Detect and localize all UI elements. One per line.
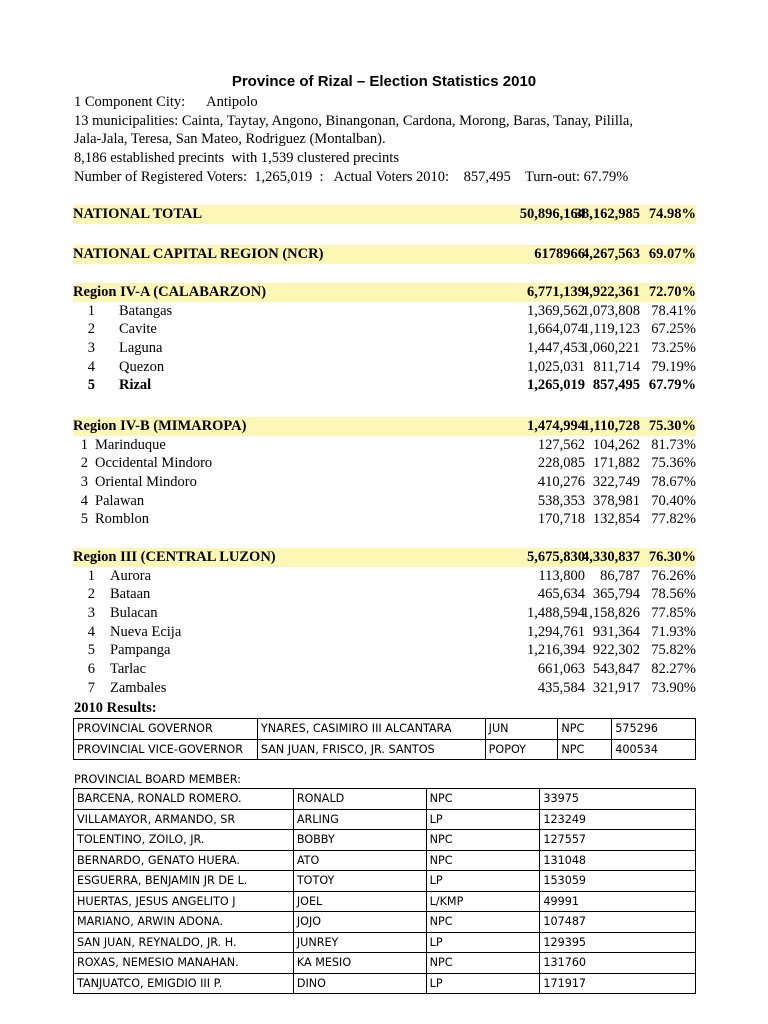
table-row (74, 932, 696, 953)
stats-header-row (73, 205, 696, 224)
results-label: 2010 Results: (74, 700, 157, 716)
turnout: 75.36% (651, 455, 696, 472)
turnout: 81.73% (651, 436, 696, 453)
table-row (74, 830, 696, 851)
province-name: Zambales (110, 679, 167, 696)
ncr-section (73, 245, 696, 264)
alias-cell: ATO (293, 850, 426, 871)
row-number: 2 (87, 586, 95, 603)
intro-line: 8,186 established precints with 1,539 clustered precints (74, 150, 399, 167)
province-row (73, 320, 696, 339)
position-cell: PROVINCIAL VICE-GOVERNOR (74, 739, 258, 760)
votes-cell: 107487 (540, 912, 696, 933)
registered-voters: 1,447,453 (527, 340, 585, 357)
actual-voters: 4,330,837 (582, 549, 640, 565)
province-name: Tarlac (110, 661, 147, 678)
table-row (74, 973, 696, 994)
candidate-name-cell: ROXAS, NEMESIO MANAHAN. (74, 953, 294, 974)
province-row (73, 454, 696, 473)
actual-voters: 171,882 (592, 455, 640, 472)
candidate-name-cell: BARCENA, RONALD ROMERO. (74, 789, 294, 810)
alias-cell: JUN (485, 719, 558, 740)
turnout: 79.19% (651, 358, 696, 375)
alias-cell: DINO (293, 973, 426, 994)
province-name: Palawan (95, 492, 145, 509)
registered-voters: 410,276 (537, 474, 585, 491)
turnout: 78.56% (651, 586, 696, 603)
province-row (73, 510, 696, 529)
table-row (74, 891, 696, 912)
row-number: 5 (80, 511, 88, 528)
actual-voters: 922,302 (592, 642, 640, 659)
page-title: Province of Rizal – Election Statistics 2010 (231, 73, 537, 90)
table-row (74, 850, 696, 871)
province-name: Oriental Mindoro (95, 474, 197, 491)
party-cell: NPC (558, 719, 612, 740)
actual-voters: 4,267,563 (582, 246, 640, 262)
intro-line: 13 municipalities: Cainta, Taytay, Angono, Binangonan, Cardona, Morong, Baras, Tanay, Pililla, (74, 112, 633, 129)
province-row (73, 492, 696, 511)
intro-line: Jala-Jala, Teresa, San Mateo, Rodriguez (Montalban). (74, 131, 386, 148)
turnout: 82.27% (651, 661, 696, 678)
province-name: Cavite (119, 321, 157, 338)
registered-voters: 1,664,074 (527, 321, 585, 338)
registered-voters: 113,800 (538, 567, 585, 584)
province-row (73, 436, 696, 455)
stats-header-row (73, 417, 696, 436)
province-name: Marinduque (95, 436, 166, 453)
party-cell: NPC (426, 850, 540, 871)
registered-voters: 170,718 (537, 511, 585, 528)
registered-voters: 6178966 (534, 246, 585, 262)
region-name: NATIONAL CAPITAL REGION (NCR) (73, 246, 324, 262)
votes-cell: 400534 (612, 739, 696, 760)
votes-cell: 153059 (540, 871, 696, 892)
candidate-name-cell: TOLENTINO, ZOILO, JR. (74, 830, 294, 851)
row-number: 3 (80, 474, 88, 491)
province-name: Romblon (95, 511, 149, 528)
registered-voters: 661,063 (537, 661, 585, 678)
turnout: 78.67% (651, 474, 696, 491)
actual-voters: 857,495 (592, 377, 640, 394)
actual-voters: 132,854 (592, 511, 640, 528)
registered-voters: 5,675,830 (527, 549, 585, 565)
alias-cell: TOTOY (293, 871, 426, 892)
votes-cell: 131048 (540, 850, 696, 871)
row-number: 3 (87, 605, 95, 622)
turnout: 77.82% (651, 511, 696, 528)
alias-cell: KA MESIO (293, 953, 426, 974)
turnout: 74.98% (648, 206, 696, 222)
province-row (73, 604, 696, 623)
turnout: 72.70% (648, 284, 696, 300)
turnout: 75.82% (651, 642, 696, 659)
candidate-name-cell: SAN JUAN, FRISCO, JR. SANTOS (257, 739, 485, 760)
candidate-name-cell: MARIANO, ARWIN ADONA. (74, 912, 294, 933)
province-name: Rizal (119, 377, 152, 394)
table-row (74, 871, 696, 892)
turnout: 67.79% (648, 377, 696, 394)
province-name: Pampanga (110, 642, 171, 659)
actual-voters: 321,917 (592, 679, 640, 696)
table-row (74, 809, 696, 830)
alias-cell: JOEL (293, 891, 426, 912)
candidate-name-cell: VILLAMAYOR, ARMANDO, SR (74, 809, 294, 830)
row-number: 1 (87, 567, 95, 584)
registered-voters: 1,025,031 (527, 358, 585, 375)
registered-voters: 1,488,594 (527, 605, 585, 622)
party-cell: NPC (558, 739, 612, 760)
actual-voters: 322,749 (592, 474, 640, 491)
row-number: 6 (87, 661, 95, 678)
region-name: Region IV-B (MIMAROPA) (73, 418, 247, 434)
registered-voters: 435,584 (537, 679, 585, 696)
party-cell: NPC (426, 912, 540, 933)
registered-voters: 1,294,761 (527, 623, 585, 640)
row-number: 1 (87, 302, 95, 319)
stats-header-row (73, 283, 696, 302)
row-number: 7 (87, 679, 95, 696)
candidate-name-cell: BERNARDO, GENATO HUERA. (74, 850, 294, 871)
votes-cell: 127557 (540, 830, 696, 851)
actual-voters: 811,714 (593, 358, 640, 375)
actual-voters: 1,110,728 (582, 418, 640, 434)
row-number: 5 (87, 377, 95, 394)
row-number: 2 (87, 321, 95, 338)
region-iii-section (73, 548, 696, 698)
turnout: 75.30% (648, 418, 696, 434)
region-name: Region IV-A (CALABARZON) (73, 284, 267, 300)
actual-voters: 1,060,221 (582, 340, 640, 357)
province-name: Laguna (119, 340, 163, 357)
party-cell: NPC (426, 830, 540, 851)
province-name: Aurora (110, 567, 152, 584)
table-row (74, 912, 696, 933)
province-row (73, 302, 696, 321)
board-member-table (73, 788, 696, 994)
votes-cell: 171917 (540, 973, 696, 994)
alias-cell: POPOY (485, 739, 558, 760)
actual-voters: 104,262 (592, 436, 640, 453)
votes-cell: 49991 (540, 891, 696, 912)
actual-voters: 1,119,123 (582, 321, 640, 338)
registered-voters: 465,634 (537, 586, 585, 603)
province-name: Nueva Ecija (110, 623, 182, 640)
region-name: NATIONAL TOTAL (73, 206, 203, 222)
party-cell: LP (426, 973, 540, 994)
region-ivb-section (73, 417, 696, 529)
national-total-section (73, 205, 696, 224)
party-cell: NPC (426, 789, 540, 810)
registered-voters: 1,216,394 (527, 642, 585, 659)
province-row (73, 660, 696, 679)
province-row (73, 641, 696, 660)
registered-voters: 127,562 (537, 436, 585, 453)
stats-header-row (73, 548, 696, 567)
province-row (73, 567, 696, 586)
turnout: 69.07% (648, 246, 696, 262)
registered-voters: 228,085 (537, 455, 585, 472)
province-name: Quezon (119, 358, 165, 375)
registered-voters: 538,353 (537, 492, 585, 509)
turnout: 67.25% (651, 321, 696, 338)
alias-cell: RONALD (293, 789, 426, 810)
votes-cell: 123249 (540, 809, 696, 830)
actual-voters: 4,922,361 (582, 284, 640, 300)
province-name: Bataan (110, 586, 151, 603)
party-cell: LP (426, 809, 540, 830)
row-number: 4 (80, 492, 88, 509)
votes-cell: 131760 (540, 953, 696, 974)
turnout: 76.30% (648, 549, 696, 565)
votes-cell: 129395 (540, 932, 696, 953)
turnout: 73.90% (651, 679, 696, 696)
alias-cell: JOJO (293, 912, 426, 933)
candidate-name-cell: SAN JUAN, REYNALDO, JR. H. (74, 932, 294, 953)
alias-cell: ARLING (293, 809, 426, 830)
row-number: 3 (87, 340, 95, 357)
stats-header-row (73, 245, 696, 264)
party-cell: LP (426, 932, 540, 953)
governor-table (73, 718, 696, 760)
actual-voters: 365,794 (592, 586, 640, 603)
candidate-name-cell: ESGUERRA, BENJAMIN JR DE L. (74, 871, 294, 892)
province-row-highlighted (73, 376, 696, 395)
province-name: Occidental Mindoro (95, 455, 213, 472)
province-name: Batangas (119, 302, 173, 319)
party-cell: NPC (426, 953, 540, 974)
actual-voters: 378,981 (592, 492, 640, 509)
table-row (74, 953, 696, 974)
turnout: 73.25% (651, 340, 696, 357)
votes-cell: 33975 (540, 789, 696, 810)
turnout: 76.26% (651, 567, 696, 584)
table-row (74, 739, 696, 760)
turnout: 77.85% (651, 605, 696, 622)
actual-voters: 38,162,985 (574, 206, 640, 222)
actual-voters: 931,364 (592, 623, 640, 640)
province-row (73, 473, 696, 492)
intro-line: Number of Registered Voters: 1,265,019 : Actual Voters 2010: 857,495 Turn-out: 67.79% (74, 168, 629, 185)
province-row (73, 358, 696, 377)
candidate-name-cell: TANJUATCO, EMIGDIO III P. (74, 973, 294, 994)
province-row (73, 585, 696, 604)
registered-voters: 1,369,562 (527, 302, 585, 319)
actual-voters: 1,073,808 (582, 302, 640, 319)
row-number: 5 (87, 642, 95, 659)
province-row (73, 679, 696, 698)
candidate-name-cell: YNARES, CASIMIRO III ALCANTARA (257, 719, 485, 740)
row-number: 1 (80, 436, 88, 453)
intro-block (74, 93, 714, 187)
alias-cell: BOBBY (293, 830, 426, 851)
region-iva-section (73, 283, 696, 395)
alias-cell: JUNREY (293, 932, 426, 953)
board-member-label: PROVINCIAL BOARD MEMBER: (74, 773, 242, 786)
registered-voters: 1,474,994 (527, 418, 585, 434)
province-row (73, 623, 696, 642)
actual-voters: 1,158,826 (582, 605, 640, 622)
turnout: 70.40% (651, 492, 696, 509)
turnout: 78.41% (651, 302, 696, 319)
row-number: 4 (87, 358, 95, 375)
actual-voters: 543,847 (592, 661, 640, 678)
votes-cell: 575296 (612, 719, 696, 740)
row-number: 2 (80, 455, 88, 472)
region-name: Region III (CENTRAL LUZON) (73, 549, 276, 565)
party-cell: L/KMP (426, 891, 540, 912)
province-name: Bulacan (110, 605, 158, 622)
registered-voters: 6,771,139 (527, 284, 585, 300)
actual-voters: 86,787 (600, 567, 640, 584)
registered-voters: 1,265,019 (527, 377, 585, 394)
turnout: 71.93% (651, 623, 696, 640)
position-cell: PROVINCIAL GOVERNOR (74, 719, 258, 740)
province-row (73, 339, 696, 358)
intro-line: 1 Component City: Antipolo (74, 94, 258, 110)
table-row (74, 789, 696, 810)
party-cell: LP (426, 871, 540, 892)
registered-voters: 50,896,164 (519, 206, 585, 222)
table-row (74, 719, 696, 740)
candidate-name-cell: HUERTAS, JESUS ANGELITO J (74, 891, 294, 912)
row-number: 4 (87, 623, 95, 640)
